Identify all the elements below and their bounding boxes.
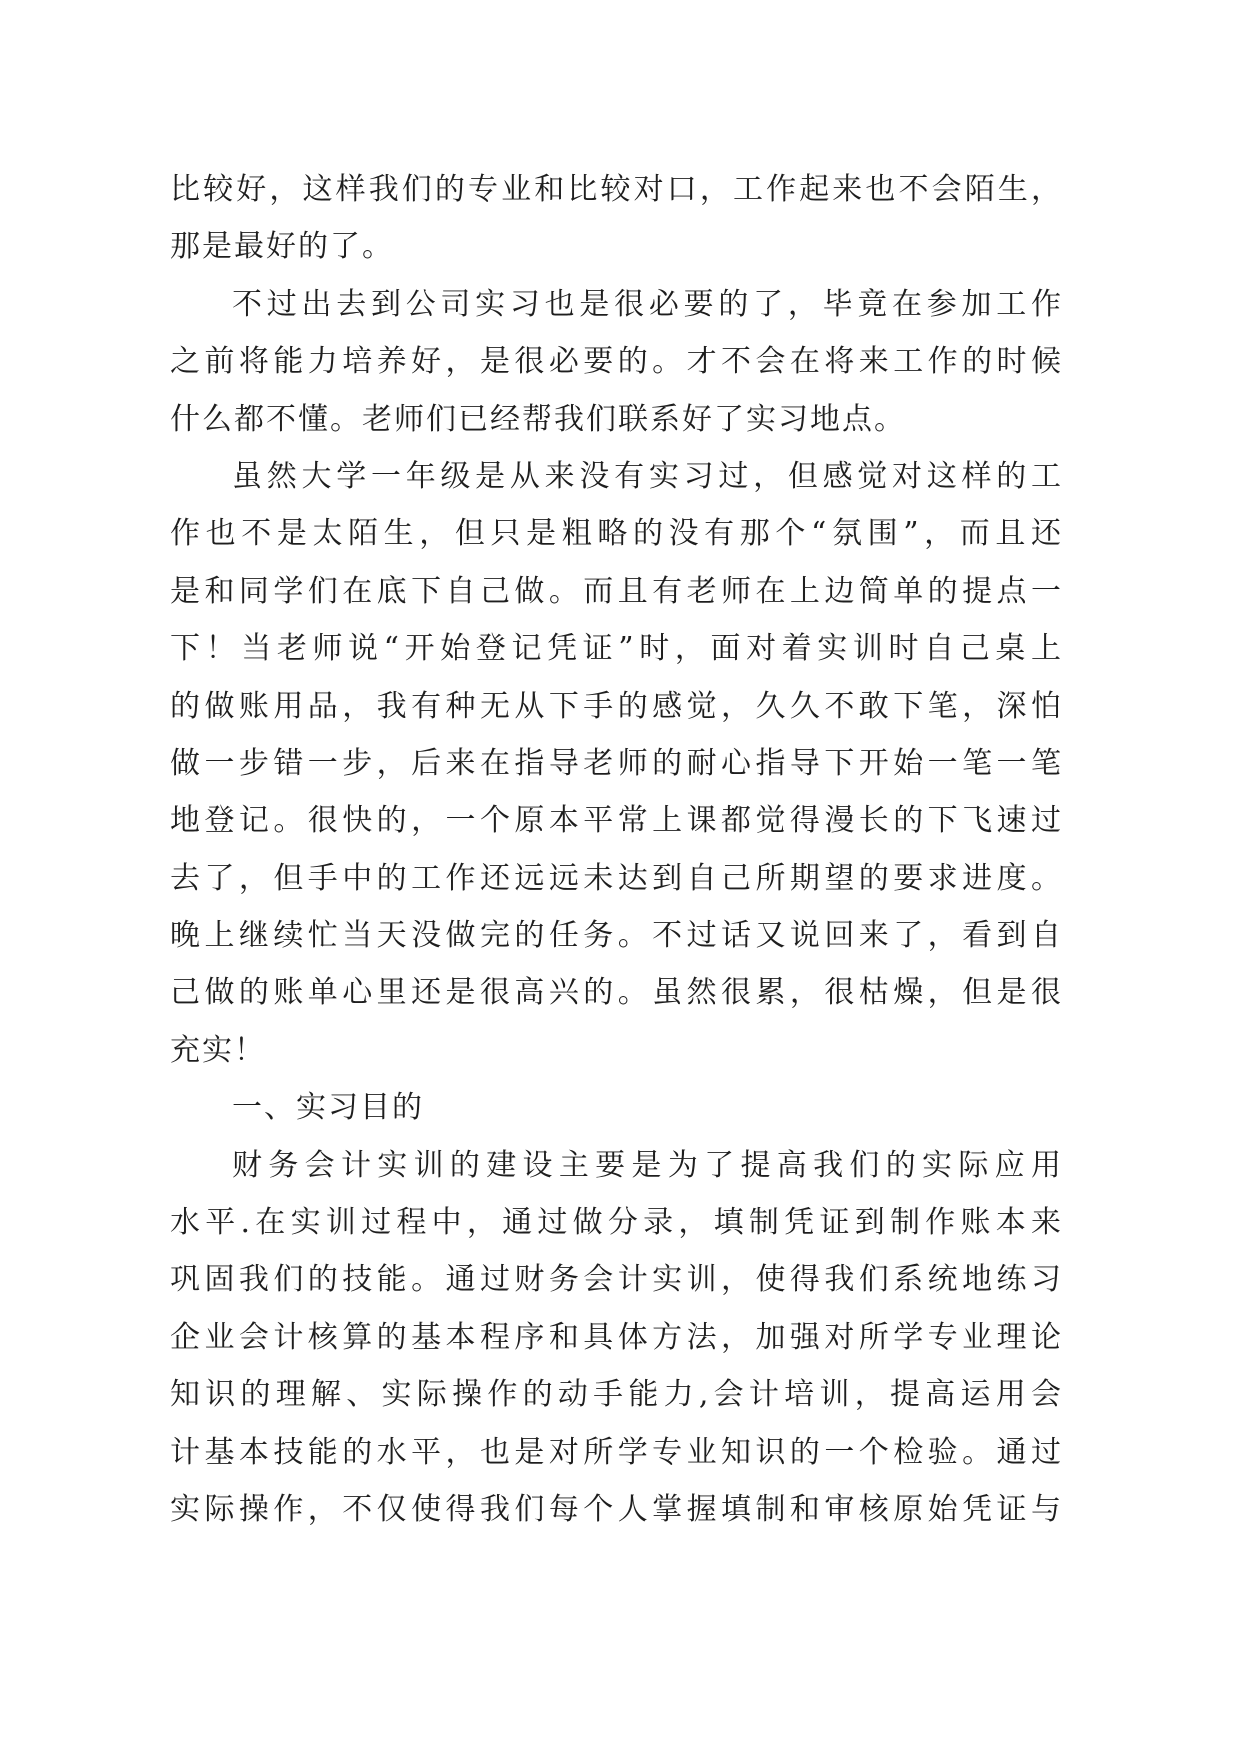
section-heading-text: 一、实习目的 bbox=[232, 1090, 424, 1126]
text-line: 不过出去到公司实习也是很必要的了，毕竟在参加工作 bbox=[232, 286, 1063, 322]
text-line: 晚上继续忙当天没做完的任务。不过话又说回来了，看到自 bbox=[170, 918, 1063, 954]
paragraph bbox=[170, 276, 1063, 448]
text-line: 巩固我们的技能。通过财务会计实训，使得我们系统地练习 bbox=[170, 1262, 1063, 1298]
text-line: 虽然大学一年级是从来没有实习过，但感觉对这样的工 bbox=[232, 458, 1063, 494]
text-line: 己做的账单心里还是很高兴的。虽然很累，很枯燥，但是很 bbox=[170, 975, 1063, 1011]
text-line: 财务会计实训的建设主要是为了提高我们的实际应用 bbox=[232, 1147, 1063, 1183]
text-line: 什么都不懂。老师们已经帮我们联系好了实习地点。 bbox=[170, 401, 906, 437]
text-line: 水平.在实训过程中，通过做分录，填制凭证到制作账本来 bbox=[170, 1205, 1063, 1241]
text-line: 做一步错一步，后来在指导老师的耐心指导下开始一笔一笔 bbox=[170, 745, 1063, 781]
text-line: 知识的理解、实际操作的动手能力,会计培训，提高运用会 bbox=[170, 1377, 1063, 1413]
section-heading bbox=[170, 1079, 1063, 1136]
text-line: 计基本技能的水平，也是对所学专业知识的一个检验。通过 bbox=[170, 1434, 1063, 1470]
text-line: 去了，但手中的工作还远远未达到自己所期望的要求进度。 bbox=[170, 860, 1063, 896]
paragraph bbox=[170, 1137, 1063, 1539]
text-line: 企业会计核算的基本程序和具体方法，加强对所学专业理论 bbox=[170, 1319, 1063, 1355]
text-line: 那是最好的了。 bbox=[170, 229, 394, 265]
text-line: 之前将能力培养好，是很必要的。才不会在将来工作的时候 bbox=[170, 344, 1063, 380]
document-body bbox=[170, 161, 1063, 1538]
paragraph bbox=[170, 161, 1063, 276]
paragraph bbox=[170, 448, 1063, 1079]
text-line: 作也不是太陌生，但只是粗略的没有那个“氛围”，而且还 bbox=[170, 516, 1063, 552]
text-line: 的做账用品，我有种无从下手的感觉，久久不敢下笔，深怕 bbox=[170, 688, 1063, 724]
text-line: 充实！ bbox=[170, 1032, 266, 1068]
text-line: 是和同学们在底下自己做。而且有老师在上边简单的提点一 bbox=[170, 573, 1063, 609]
text-line: 实际操作，不仅使得我们每个人掌握填制和审核原始凭证与 bbox=[170, 1491, 1063, 1527]
text-line: 地登记。很快的，一个原本平常上课都觉得漫长的下飞速过 bbox=[170, 803, 1063, 839]
text-line: 比较好，这样我们的专业和比较对口，工作起来也不会陌生， bbox=[170, 172, 1063, 207]
text-line: 下！当老师说“开始登记凭证”时，面对着实训时自己桌上 bbox=[170, 631, 1063, 667]
